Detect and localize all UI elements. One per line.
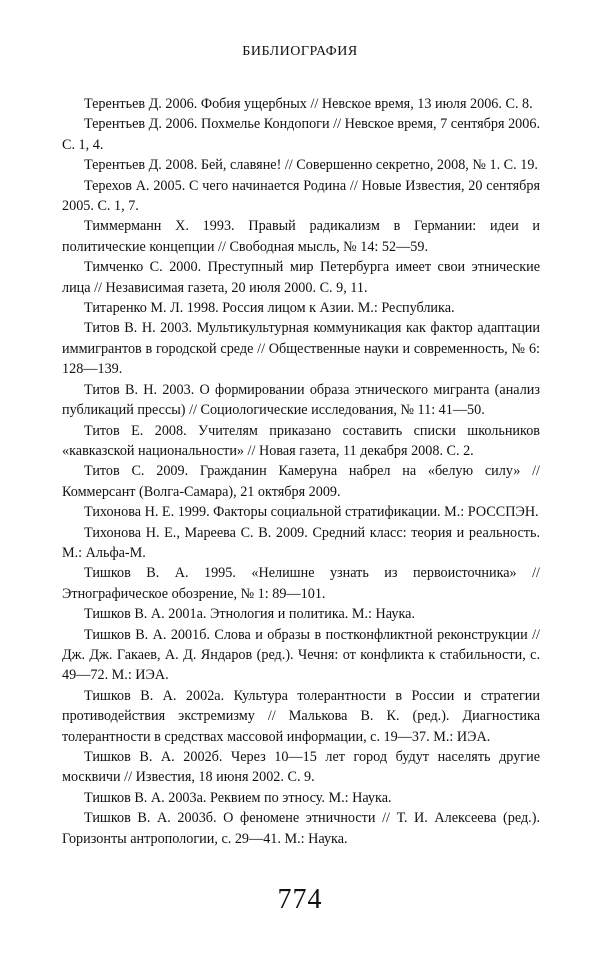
bibliography-entry: Тиммерманн Х. 1993. Правый радикализм в Германии: идеи и политические концепции // Свободная мысль, № 14: 52—59. <box>62 218 540 255</box>
bibliography-entry: Тишков В. А. 2001а. Этнология и политика. М.: Наука. <box>84 606 415 623</box>
bibliography-entry: Тишков В. А. 2003б. О феномене этничности // Т. И. Алексеева (ред.). Горизонты антропологии, с. 29—41. М.: Наука. <box>62 810 540 847</box>
bibliography-list <box>62 94 540 849</box>
bibliography-entry: Титов Е. 2008. Учителям приказано составить списки школьников «кавказской национальности» // Новая газета, 11 декабря 2008. С. 2. <box>62 422 540 459</box>
bibliography-entry: Титов В. Н. 2003. Мультикультурная коммуникация как фактор адаптации иммигрантов в городской среде // Общественные науки и современность, № 6: 128—139. <box>62 320 540 378</box>
bibliography-entry: Тишков В. А. 2002а. Культура толерантности в России и стратегии противодействия экстремизму // Малькова В. К. (ред.). Диагностика толерантности в средствах массовой информации, с. 19—37. М.: ИЭА. <box>62 687 540 745</box>
bibliography-entry: Тишков В. А. 2001б. Слова и образы в постконфликтной реконструкции // Дж. Дж. Гакаев, А. Д. Яндаров (ред.). Чечня: от конфликта к стабильности, с. 49—72. М.: ИЭА. <box>62 626 540 684</box>
bibliography-entry: Терехов А. 2005. С чего начинается Родина // Новые Известия, 20 сентября 2005. С. 1, 7. <box>62 177 540 215</box>
bibliography-entry: Тихонова Н. Е., Мареева С. В. 2009. Средний класс: теория и реальность. М.: Альфа-М. <box>62 524 540 561</box>
bibliography-entry: Титаренко М. Л. 1998. Россия лицом к Азии. М.: Республика. <box>84 300 455 317</box>
page-number: 774 <box>277 884 323 915</box>
bibliography-entry: Терентьев Д. 2006. Фобия ущербных // Невское время, 13 июля 2006. С. 8. <box>84 96 533 112</box>
bibliography-entry: Тишков В. А. 2003а. Реквием по этносу. М.: Наука. <box>84 789 392 806</box>
bibliography-entry: Титов В. Н. 2003. О формировании образа этнического мигранта (анализ публикаций прессы) // Социологические исследования, № 11: 41—50. <box>62 381 540 419</box>
bibliography-entry: Терентьев Д. 2006. Похмелье Кондопоги // Невское время, 7 сентября 2006. С. 1, 4. <box>62 116 540 153</box>
running-head: БИБЛИОГРАФИЯ <box>242 44 358 59</box>
bibliography-entry: Тимченко С. 2000. Преступный мир Петербурга имеет свои этнические лица // Независимая газета, 20 июля 2000. С. 9, 11. <box>62 259 540 296</box>
bibliography-entry: Тишков В. А. 1995. «Нелишне узнать из первоисточника» // Этнографическое обозрение, № 1: 89—101. <box>62 565 540 602</box>
bibliography-entry: Терентьев Д. 2008. Бей, славяне! // Совершенно секретно, 2008, № 1. С. 19. <box>84 157 538 174</box>
bibliography-entry: Титов С. 2009. Гражданин Камеруна набрел на «белую силу» // Коммерсант (Волга-Самара), 21 октября 2009. <box>62 463 540 500</box>
bibliography-entry: Тихонова Н. Е. 1999. Факторы социальной стратификации. М.: РОССПЭН. <box>84 504 539 521</box>
bibliography-entry: Тишков В. А. 2002б. Через 10—15 лет город будут населять другие москвичи // Известия, 18 июня 2002. С. 9. <box>62 749 540 786</box>
